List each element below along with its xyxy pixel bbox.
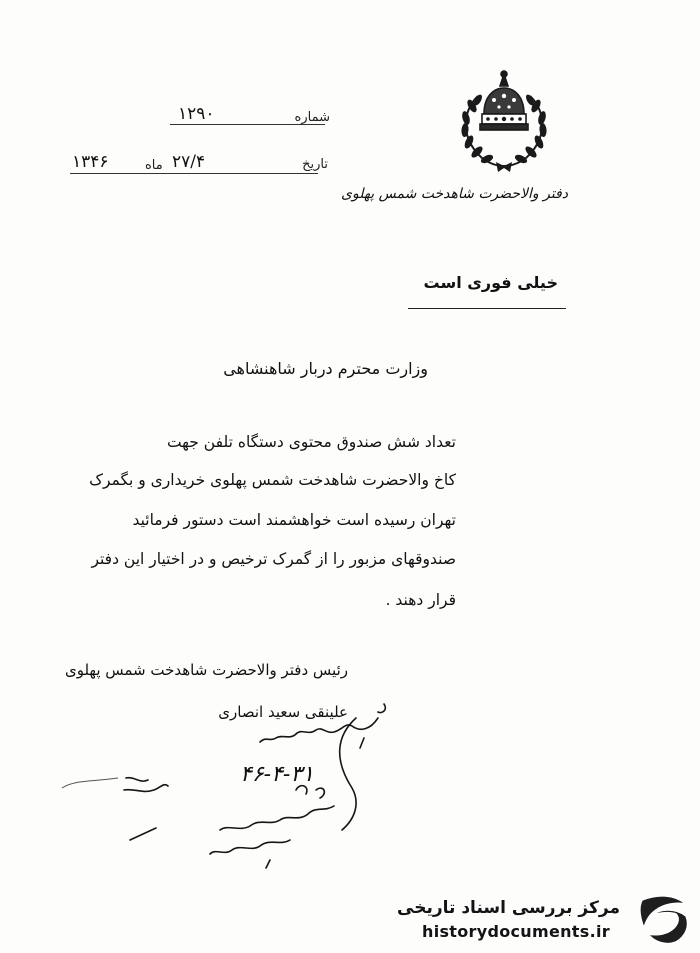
number-label: شماره (294, 110, 330, 125)
body-line-4: صندوقهای مزبور را از گمرک ترخیص و در اختیار این دفتر (91, 550, 456, 568)
watermark-logo-icon (636, 890, 692, 946)
number-value: ۱۲۹۰ (178, 104, 215, 124)
urgency-underline (408, 308, 566, 309)
body-line-3: تهران رسیده است خواهشمند است دستور فرمائید (132, 511, 456, 529)
month-label: ماه (145, 158, 163, 173)
signatory-name: علینقی سعید انصاری (218, 703, 348, 721)
watermark-url: historydocuments.ir (422, 922, 610, 941)
signatory-title: رئیس دفتر والاحضرت شاهدخت شمس پهلوی (64, 661, 348, 679)
year-value: ۱۳۴۶ (72, 152, 109, 172)
recipient: وزارت محترم دربار شاهنشاهی (223, 359, 428, 378)
body-line-5: قرار دهند . (385, 591, 456, 609)
crown-emblem-icon (448, 66, 560, 178)
watermark-title: مرکز بررسی اسناد تاریخی (397, 898, 620, 918)
office-name: دفتر والاحضرت شاهدخت شمس پهلوی (341, 186, 568, 202)
urgency-note: خیلی فوری است (423, 273, 558, 292)
date-value: ۲۷/۴ (172, 152, 206, 172)
body-line-2: کاخ والاحضرت شاهدخت شمس پهلوی خریداری و بگمرک (89, 471, 456, 489)
stray-mark-icon (60, 770, 120, 800)
number-line (170, 124, 325, 125)
handwritten-date: ۴۶-۴-۳۱ (240, 762, 314, 787)
handwritten-signature-icon (120, 690, 400, 890)
date-line (70, 173, 318, 174)
body-line-1: تعداد شش صندوق محتوی دستگاه تلفن جهت (166, 433, 456, 451)
date-label: تاریخ (302, 157, 328, 172)
